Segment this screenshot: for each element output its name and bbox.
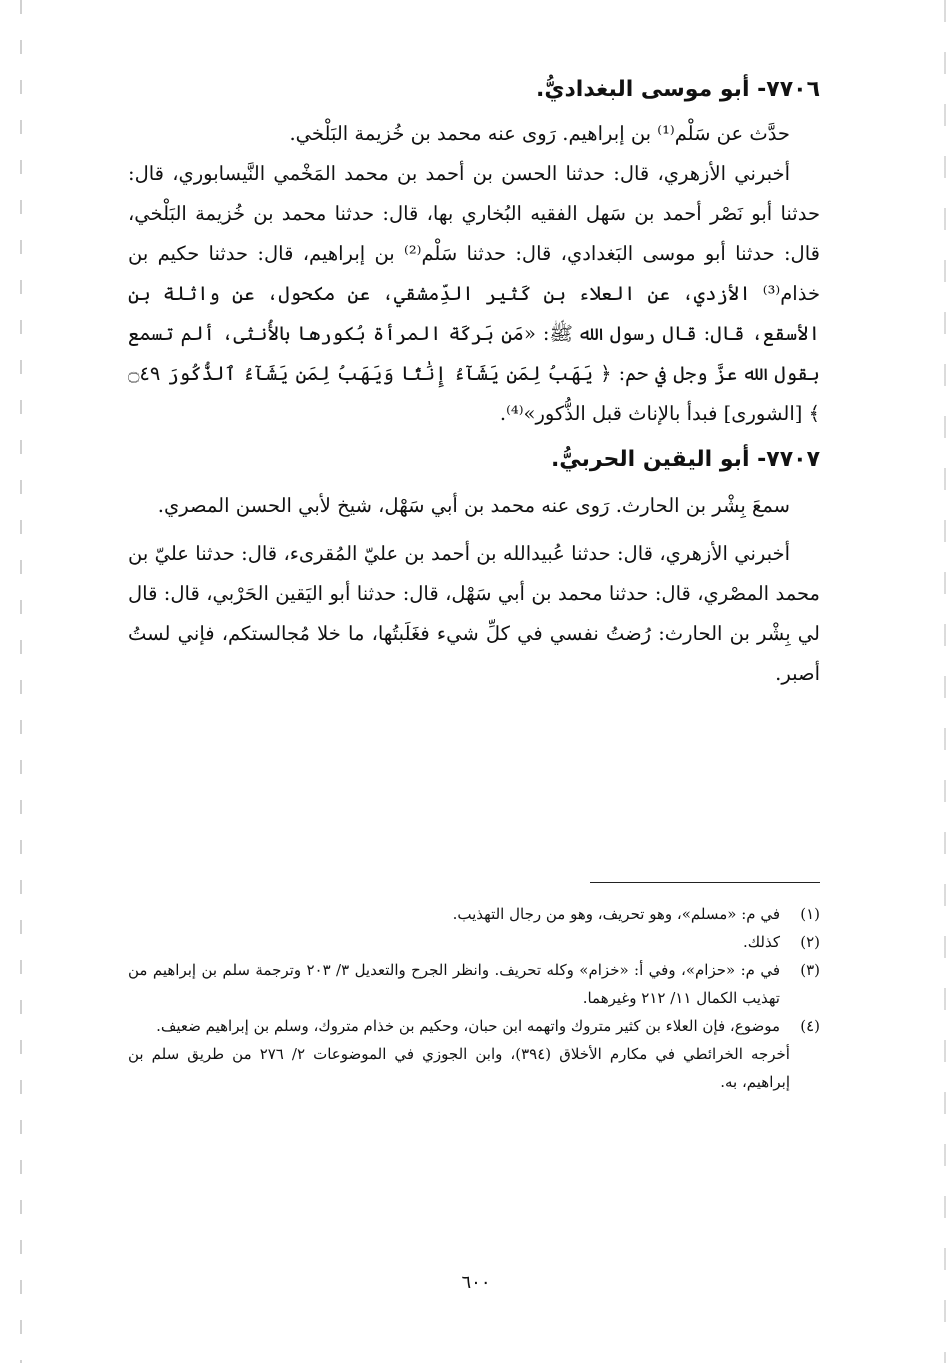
footnote-item [128,956,820,1012]
footnote-separator [590,882,820,883]
page-number: ٦٠٠ [461,1272,491,1293]
footnote-item [128,1012,820,1040]
entry-7706-isnad: أخبرني الأزهري، قال: حدثنا الحسن بن أحمد بن محمد المَخْمي النَّيسابوري، قال: حدثنا أبو نَصْر أحمد بن سَهل الفقيه البُخاري بها، قال: حدثنا محمد بن خُزيمة البَلْخي، قال: حدثنا أبو موسى البَغدادي، قال: حدثنا سَلْم⁽²⁾ بن إبراهيم، قال: حدثنا حكيم بن خذام⁽³⁾ الأزدي، عن العلاء بن كَثير الدِّمشقي، عن مكحول، عن واثلة بن الأسقع، قال: قال رسول الله ﷺ: «مَن بَركَة المرأة بُكورها بالأُنثى، ألم تسمع بقول الله عزَّ وجل في حم: ﴿ يَهَبُ لِمَن يَشَآءُ إِنَٰثًا وَيَهَبُ لِمَن يَشَآءُ ٱلذُّكُورَ ۝٤٩ ﴾ [الشورى] فبدأ بالإناث قبل الذُّكور»⁽⁴⁾. [128,162,820,425]
entry-7707-isnad: أخبرني الأزهري، قال: حدثنا عُبيدالله بن أحمد بن عليّ المُقرىء، قال: حدثنا عليّ بن محمد المصْري، قال: حدثنا محمد بن أبي سَهْل، قال: حدثنا أبو اليَقين الحَرْبي، قال: قال لي بِشْر بن الحارث: رُضتُ نفسي في كلِّ شيء فغَلَبتُها، ما خلا مُجالستكم، فإني لستُ أصبر. [128,542,820,685]
footnote-number: (١) [800,905,820,923]
footnote-item [128,900,820,928]
entry-7707-intro: سمعَ بِشْر بن الحارث. رَوى عنه محمد بن أبي سَهْل، شيخ لأبي الحسن المصري. [157,494,790,517]
footnote-continuation: أخرجه الخرائطي في مكارم الأخلاق (٣٩٤)، وابن الجوزي في الموضوعات ٢/ ٢٧٦ من طريق سلم بن إبراهيم، به. [128,1045,790,1091]
entry-heading-7706: ٧٧٠٦- أبو موسى البغداديُّ. [536,77,820,102]
scan-edge-left [20,0,22,1363]
footnote-number: (٢) [800,933,820,951]
entry-7706-intro: حدَّث عن سَلْم⁽¹⁾ بن إبراهيم. رَوى عنه محمد بن خُزيمة البَلْخي. [289,122,790,145]
footnote-number: (٣) [800,961,820,979]
footnotes [128,900,820,1096]
page-body [128,70,820,694]
footnote-text: كذلك. [743,933,780,951]
footnote-text: موضوع، فإن العلاء بن كثير متروك واتهمه ابن حبان، وحكيم بن خذام متروك، وسلم بن إبراهيم ضعيف. [156,1017,780,1035]
entry-heading-7707: ٧٧٠٧- أبو اليقين الحربيُّ. [550,447,820,472]
footnote-text: في م: «حزام»، وفي أ: «خزام» وكله تحريف. وانظر الجرح والتعديل ٣/ ٢٠٣ وترجمة سلم بن إبراهيم من تهذيب الكمال ١١/ ٢١٢ وغيرهما. [128,961,781,1007]
footnote-item [128,928,820,956]
footnote-number: (٤) [800,1017,820,1035]
footnote-text: في م: «مسلم»، وهو تحريف، وهو من رجال التهذيب. [452,905,780,923]
scan-edge-right [944,0,946,1363]
